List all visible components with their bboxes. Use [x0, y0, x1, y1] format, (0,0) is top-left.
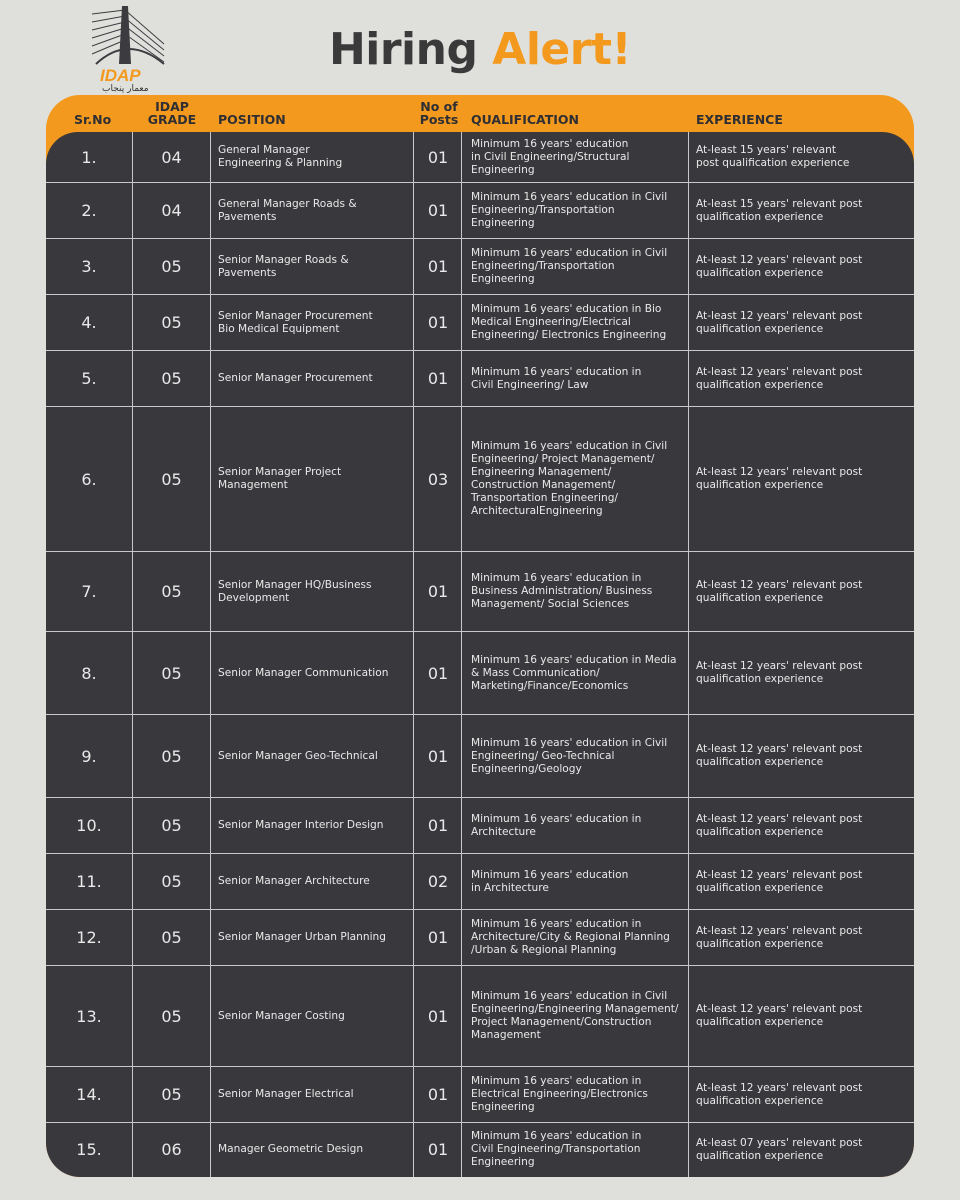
row-posts: 01	[427, 257, 449, 276]
header-grade-line1: IDAP	[155, 99, 189, 114]
row-qualification: Minimum 16 years' education in Civil Engineering/Transportation Engineering	[471, 247, 668, 285]
row-posts: 01	[427, 313, 449, 332]
table-row	[46, 183, 914, 239]
row-experience: At-least 07 years' relevant post qualification experience	[696, 1136, 863, 1162]
row-experience: At-least 15 years' relevant post qualification experience	[696, 144, 850, 169]
row-posts: 01	[427, 1140, 449, 1159]
row-position: Senior Manager Roads & Pavements	[218, 253, 349, 279]
row-serial: 2.	[81, 201, 97, 220]
row-qualification: Minimum 16 years' education in Civil Engineering/ Law	[471, 365, 642, 391]
table-row	[46, 854, 914, 910]
row-serial: 14.	[76, 1085, 102, 1104]
row-experience: At-least 12 years' relevant post qualification experience	[696, 309, 863, 335]
row-posts: 01	[427, 369, 449, 388]
row-grade: 05	[161, 257, 182, 276]
row-position: Senior Manager Procurement	[218, 372, 373, 384]
row-position: General Manager Roads & Pavements	[218, 197, 357, 223]
row-qualification: Minimum 16 years' education in Civil Engineering/ Project Management/ Engineering Management/ Construction Management/ Transportation Engineering/ ArchitecturalEngineering	[471, 440, 668, 517]
row-posts: 01	[427, 1085, 449, 1104]
row-position: Senior Manager Interior Design	[218, 819, 384, 831]
row-serial: 10.	[76, 816, 102, 835]
row-experience: At-least 12 years' relevant post qualification experience	[696, 812, 863, 838]
row-qualification: Minimum 16 years' education in Business Administration/ Business Management/ Social Sciences	[471, 572, 653, 610]
row-posts: 01	[427, 1006, 449, 1026]
table-row	[46, 910, 914, 966]
row-position: Senior Manager HQ/Business Development	[218, 578, 372, 604]
row-serial: 7.	[81, 582, 97, 601]
row-grade: 05	[161, 1085, 182, 1104]
logo-subtitle: معمار پنجاب	[102, 84, 149, 94]
row-experience: At-least 15 years' relevant post qualification experience	[696, 197, 863, 223]
row-serial: 6.	[81, 469, 97, 489]
row-grade: 05	[161, 663, 182, 683]
row-posts: 01	[427, 201, 449, 220]
row-qualification: Minimum 16 years' education in Architecture	[471, 812, 642, 838]
row-qualification: Minimum 16 years' education in Civil Engineering/Transportation Engineering	[471, 191, 668, 229]
row-posts: 02	[427, 872, 449, 891]
row-experience: At-least 12 years' relevant post qualification experience	[696, 868, 863, 894]
row-experience: At-least 12 years' relevant post qualification experience	[696, 743, 863, 768]
table-row	[46, 1123, 914, 1176]
row-position: Manager Geometric Design	[218, 1143, 364, 1155]
table-row	[46, 351, 914, 407]
table-row	[46, 966, 914, 1067]
row-position: General Manager Engineering & Planning	[218, 144, 343, 169]
header-posts-line2: Posts	[419, 112, 459, 127]
row-grade: 04	[161, 201, 182, 220]
row-experience: At-least 12 years' relevant post qualification experience	[696, 578, 863, 604]
row-grade: 05	[161, 369, 182, 388]
row-serial: 12.	[76, 928, 102, 947]
row-posts: 01	[427, 663, 449, 683]
row-posts: 01	[427, 582, 449, 601]
table-row	[46, 239, 914, 295]
row-position: Senior Manager Architecture	[218, 875, 370, 887]
row-qualification: Minimum 16 years' education in Civil Engineering/Engineering Management/ Project Management/Construction Management	[471, 990, 679, 1041]
row-grade: 05	[161, 469, 182, 489]
row-grade: 04	[161, 147, 182, 167]
row-serial: 11.	[76, 872, 102, 891]
row-position: Senior Manager Communication	[218, 666, 389, 679]
row-position: Senior Manager Electrical	[218, 1088, 354, 1100]
row-qualification: Minimum 16 years' education in Civil Engineering/Transportation Engineering	[471, 1130, 642, 1168]
header-grade	[146, 100, 198, 126]
row-serial: 4.	[81, 313, 97, 332]
table-row	[46, 407, 914, 552]
header-experience: EXPERIENCE	[696, 112, 783, 127]
table-header	[46, 95, 914, 133]
row-grade: 05	[161, 1006, 182, 1026]
row-grade: 05	[161, 582, 182, 601]
row-serial: 3.	[81, 257, 97, 276]
table-row	[46, 132, 914, 183]
row-experience: At-least 12 years' relevant post qualification experience	[696, 466, 863, 491]
row-serial: 8.	[81, 663, 97, 683]
row-grade: 05	[161, 928, 182, 947]
row-serial: 13.	[76, 1006, 102, 1026]
row-qualification: Minimum 16 years' education in Civil Engineering/ Geo-Technical Engineering/Geology	[471, 736, 668, 775]
table-row	[46, 295, 914, 351]
row-qualification: Minimum 16 years' education in Media & Mass Communication/ Marketing/Finance/Economics	[471, 653, 677, 692]
row-serial: 1.	[81, 147, 97, 167]
page-title	[0, 24, 960, 75]
row-experience: At-least 12 years' relevant post qualification experience	[696, 365, 863, 391]
title-hiring: Hiring	[328, 24, 493, 75]
row-position: Senior Manager Urban Planning	[218, 931, 386, 943]
row-qualification: Minimum 16 years' education in Bio Medical Engineering/Electrical Engineering/ Electronics Engineering	[471, 303, 667, 341]
row-position: Senior Manager Costing	[218, 1009, 345, 1022]
table-body	[46, 132, 914, 1177]
row-qualification: Minimum 16 years' education in Architecture	[471, 868, 629, 894]
row-grade: 05	[161, 746, 182, 766]
row-experience: At-least 12 years' relevant post qualification experience	[696, 924, 863, 950]
row-posts: 01	[427, 746, 449, 766]
header-qualification: QUALIFICATION	[471, 112, 580, 127]
row-posts: 01	[427, 816, 449, 835]
table-row	[46, 552, 914, 632]
row-position: Senior Manager Procurement Bio Medical Equipment	[218, 309, 373, 335]
row-experience: At-least 12 years' relevant post qualification experience	[696, 253, 863, 279]
row-experience: At-least 12 years' relevant post qualification experience	[696, 660, 863, 685]
row-qualification: Minimum 16 years' education in Electrical Engineering/Electronics Engineering	[471, 1075, 648, 1113]
row-grade: 05	[161, 313, 182, 332]
row-qualification: Minimum 16 years' education in Civil Engineering/Structural Engineering	[471, 137, 630, 176]
header-position: POSITION	[218, 112, 286, 127]
row-qualification: Minimum 16 years' education in Architecture/City & Regional Planning /Urban & Regional Planning	[471, 918, 670, 956]
row-posts: 03	[427, 469, 449, 489]
row-experience: At-least 12 years' relevant post qualification experience	[696, 1003, 863, 1028]
header-posts-line1: No of	[420, 99, 458, 114]
logo-text: IDAP	[100, 66, 141, 85]
row-posts: 01	[427, 928, 449, 947]
title-alert: Alert!	[492, 24, 632, 75]
header-grade-line2: GRADE	[147, 112, 197, 127]
row-experience: At-least 12 years' relevant post qualification experience	[696, 1081, 863, 1107]
row-serial: 9.	[81, 746, 97, 766]
row-grade: 05	[161, 872, 182, 891]
row-position: Senior Manager Project Management	[218, 466, 342, 491]
table-row	[46, 632, 914, 715]
table-row	[46, 1067, 914, 1123]
row-position: Senior Manager Geo-Technical	[218, 749, 378, 762]
table-row	[46, 715, 914, 798]
row-serial: 15.	[76, 1140, 102, 1159]
row-grade: 05	[161, 816, 182, 835]
row-serial: 5.	[81, 369, 97, 388]
table-row	[46, 798, 914, 854]
row-grade: 06	[161, 1140, 182, 1159]
header-sr: Sr.No	[74, 112, 112, 127]
header-posts	[416, 100, 462, 126]
row-posts: 01	[427, 147, 449, 167]
jobs-table	[46, 95, 914, 1177]
